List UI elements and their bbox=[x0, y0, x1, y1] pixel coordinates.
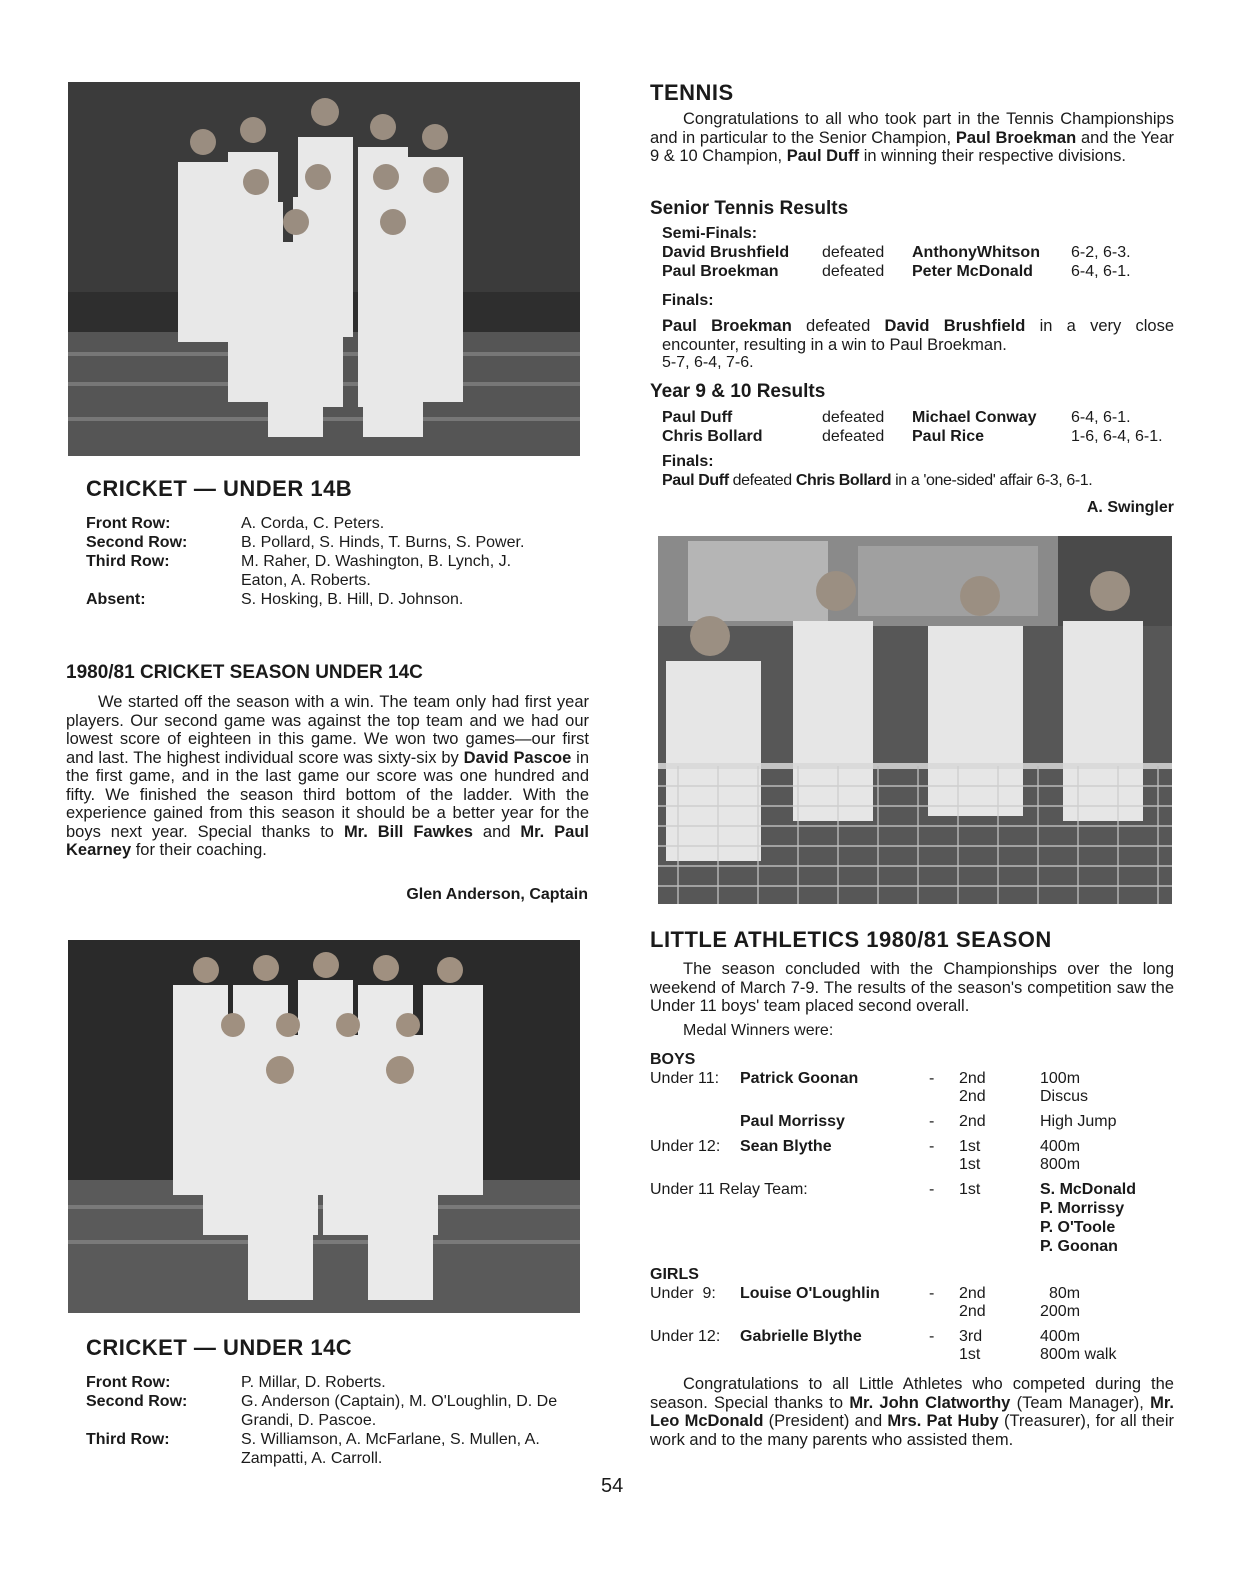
dash-separator: - bbox=[929, 1181, 935, 1198]
champion-name: Paul Duff bbox=[786, 147, 860, 165]
roster-label: Front Row: bbox=[86, 515, 171, 532]
intro-text: Congratulations to all who took part in the Tennis Championships and in particular to the Senior Champion, bbox=[650, 110, 1174, 147]
closing-text: (Team Manager), bbox=[1016, 1393, 1144, 1412]
report-text: and bbox=[482, 822, 511, 841]
roster-names: G. Anderson (Captain), M. O'Loughlin, D. De Grandi, D. Pascoe. bbox=[241, 1393, 558, 1429]
cricket-14c-heading: CRICKET — UNDER 14C bbox=[86, 1335, 353, 1360]
player-name: David Pascoe bbox=[463, 748, 572, 767]
defeated-text: defeated bbox=[822, 263, 885, 280]
semi-final-score: 6-4, 6-1. bbox=[1071, 263, 1131, 280]
placing: 2nd bbox=[959, 1088, 986, 1105]
final-winner: Paul Broekman bbox=[662, 317, 792, 335]
roster-names: B. Pollard, S. Hinds, T. Burns, S. Power. bbox=[241, 534, 525, 551]
report-text: for their coaching. bbox=[135, 841, 267, 859]
event: High Jump bbox=[1040, 1113, 1117, 1130]
event: Discus bbox=[1040, 1088, 1089, 1105]
roster-label: Third Row: bbox=[86, 1431, 170, 1448]
tennis-heading: TENNIS bbox=[650, 80, 734, 105]
semi-finals-label: Semi-Finals: bbox=[662, 225, 758, 242]
age-group: Under 11: bbox=[650, 1070, 720, 1087]
defeated-text: defeated bbox=[822, 428, 885, 445]
finals-label: Finals: bbox=[662, 292, 714, 309]
placing: 2nd bbox=[959, 1113, 986, 1130]
coach-name: Mr. Paul Kearney bbox=[66, 822, 589, 859]
official-name: Mr. John Clatworthy bbox=[849, 1393, 1011, 1412]
official-name: Mr. Leo McDonald bbox=[650, 1393, 1174, 1430]
athlete-name: Louise O'Loughlin bbox=[740, 1285, 880, 1302]
medal-winners-intro: Medal Winners were: bbox=[683, 1022, 834, 1039]
defeated-text: defeated bbox=[732, 472, 792, 489]
year-loser: Michael Conway bbox=[912, 409, 1037, 426]
athlete-name: Sean Blythe bbox=[740, 1138, 832, 1155]
cricket-14b-roster bbox=[86, 515, 596, 615]
semi-final-winner: David Brushfield bbox=[662, 244, 790, 261]
season-14c-signature: Glen Anderson, Captain bbox=[406, 886, 588, 903]
final-text: in a very close encounter, resulting in a win to Paul Broekman. bbox=[662, 317, 1175, 354]
report-text: We started off the season with a win. The team only had first year players. Our second game was against the top team and we had our lowest score of eighteen in this game. We won two games—our first and last. The highest individual score was sixty-six by bbox=[66, 693, 589, 767]
relay-group: Under 11 Relay Team: bbox=[650, 1181, 808, 1198]
page-number: 54 bbox=[601, 1475, 624, 1497]
placing: 3rd bbox=[959, 1328, 983, 1345]
cricket-14c-roster bbox=[86, 1374, 596, 1469]
roster-names: S. Hosking, B. Hill, D. Johnson. bbox=[241, 591, 464, 608]
dash-separator: - bbox=[929, 1285, 935, 1302]
placing: 1st bbox=[959, 1346, 981, 1363]
semi-final-loser: AnthonyWhitson bbox=[912, 244, 1040, 261]
year-winner: Chris Bollard bbox=[662, 428, 763, 445]
relay-member: P. Morrissy bbox=[1040, 1200, 1125, 1217]
semi-final-loser: Peter McDonald bbox=[912, 263, 1033, 280]
relay-member: P. O'Toole bbox=[1040, 1219, 1116, 1236]
placing: 2nd bbox=[959, 1070, 986, 1087]
roster-label: Front Row: bbox=[86, 1374, 171, 1391]
semi-final-winner: Paul Broekman bbox=[662, 263, 779, 280]
roster-names: S. Williamson, A. McFarlane, S. Mullen, A. Zampatti, A. Carroll. bbox=[241, 1431, 540, 1467]
senior-final-result bbox=[662, 317, 1174, 354]
dash-separator: - bbox=[929, 1138, 935, 1155]
report-text: in the first game, and in the last game our score was one hundred and fifty. We finished the season third bottom of the ladder. With the experience gained from this season it should be a better year for the boys next year. Special thanks to bbox=[66, 748, 589, 841]
athlete-name: Paul Morrissy bbox=[740, 1113, 845, 1130]
roster-names: A. Corda, C. Peters. bbox=[241, 515, 385, 532]
age-group: Under 12: bbox=[650, 1138, 721, 1155]
athletics-intro: The season concluded with the Championships over the long weekend of March 7-9. The results of the season's competition saw the Under 11 boys' team placed second overall. bbox=[650, 960, 1174, 1015]
season-14c-report bbox=[66, 693, 589, 860]
boys-label: BOYS bbox=[650, 1051, 696, 1068]
event: 800m walk bbox=[1040, 1346, 1117, 1363]
athletics-closing bbox=[650, 1375, 1174, 1449]
official-name: Mrs. Pat Huby bbox=[887, 1412, 999, 1430]
intro-text: and the Year 9 & 10 Champion, bbox=[650, 128, 1174, 165]
girls-label: GIRLS bbox=[650, 1266, 699, 1283]
roster-label: Second Row: bbox=[86, 534, 188, 551]
defeated-text: defeated bbox=[822, 244, 885, 261]
year-finals-label: Finals: bbox=[662, 453, 714, 470]
defeated-text: defeated bbox=[822, 409, 885, 426]
year-loser: Paul Rice bbox=[912, 428, 985, 445]
roster-label: Second Row: bbox=[86, 1393, 188, 1410]
tennis-signature: A. Swingler bbox=[1086, 499, 1174, 516]
event: 100m bbox=[1040, 1070, 1081, 1087]
year-score: 1-6, 6-4, 6-1. bbox=[1071, 428, 1163, 445]
roster-label: Third Row: bbox=[86, 553, 170, 570]
defeated-text: defeated bbox=[806, 317, 871, 335]
event: 400m bbox=[1040, 1328, 1081, 1345]
year-final-result bbox=[662, 472, 1092, 491]
event: 400m bbox=[1040, 1138, 1081, 1155]
semi-final-score: 6-2, 6-3. bbox=[1071, 244, 1131, 261]
age-group: Under 12: bbox=[650, 1328, 721, 1345]
athlete-name: Gabrielle Blythe bbox=[740, 1328, 862, 1345]
cricket-14c-team-photo bbox=[68, 940, 580, 1313]
roster-names: M. Raher, D. Washington, B. Lynch, J. Eaton, A. Roberts. bbox=[241, 553, 512, 589]
event: 80m bbox=[1049, 1285, 1081, 1302]
final-loser: David Brushfield bbox=[884, 317, 1026, 335]
roster-names: P. Millar, D. Roberts. bbox=[241, 1374, 386, 1391]
placing: 1st bbox=[959, 1181, 981, 1198]
intro-text: in winning their respective divisions. bbox=[863, 147, 1126, 165]
age-group: Under 9: bbox=[650, 1285, 716, 1302]
closing-text: Congratulations to all Little Athletes who competed during the season. Special thanks to bbox=[650, 1375, 1174, 1412]
tennis-players-photo bbox=[658, 536, 1172, 904]
year-9-10-heading: Year 9 & 10 Results bbox=[650, 381, 826, 402]
dash-separator: - bbox=[929, 1113, 935, 1130]
closing-text: (Treasurer), for all their work and to the many parents who assisted them. bbox=[650, 1412, 1175, 1449]
tennis-intro bbox=[650, 110, 1174, 166]
senior-tennis-heading: Senior Tennis Results bbox=[650, 198, 849, 219]
cricket-14b-team-photo bbox=[68, 82, 580, 456]
year-winner: Paul Duff bbox=[662, 409, 733, 426]
placing: 2nd bbox=[959, 1285, 986, 1302]
placing: 1st bbox=[959, 1138, 981, 1155]
relay-member: S. McDonald bbox=[1040, 1181, 1137, 1198]
placing: 2nd bbox=[959, 1303, 986, 1320]
year-score: 6-4, 6-1. bbox=[1071, 409, 1131, 426]
relay-member: P. Goonan bbox=[1040, 1238, 1118, 1255]
closing-text: (President) and bbox=[768, 1412, 883, 1430]
event: 200m bbox=[1040, 1303, 1081, 1320]
placing: 1st bbox=[959, 1156, 981, 1173]
dash-separator: - bbox=[929, 1070, 935, 1087]
athletics-heading: LITTLE ATHLETICS 1980/81 SEASON bbox=[650, 927, 1052, 952]
champion-name: Paul Broekman bbox=[955, 128, 1077, 147]
year-final-loser: Chris Bollard bbox=[795, 472, 892, 489]
year-final-text: in a 'one-sided' affair 6-3, 6-1. bbox=[895, 472, 1093, 489]
coach-name: Mr. Bill Fawkes bbox=[343, 822, 473, 841]
season-14c-heading: 1980/81 CRICKET SEASON UNDER 14C bbox=[66, 662, 423, 683]
dash-separator: - bbox=[929, 1328, 935, 1345]
roster-label: Absent: bbox=[86, 591, 146, 608]
event: 800m bbox=[1040, 1156, 1081, 1173]
cricket-14b-heading: CRICKET — UNDER 14B bbox=[86, 476, 353, 501]
athlete-name: Patrick Goonan bbox=[740, 1070, 859, 1087]
year-final-winner: Paul Duff bbox=[662, 472, 729, 489]
senior-final-score: 5-7, 6-4, 7-6. bbox=[662, 354, 754, 371]
